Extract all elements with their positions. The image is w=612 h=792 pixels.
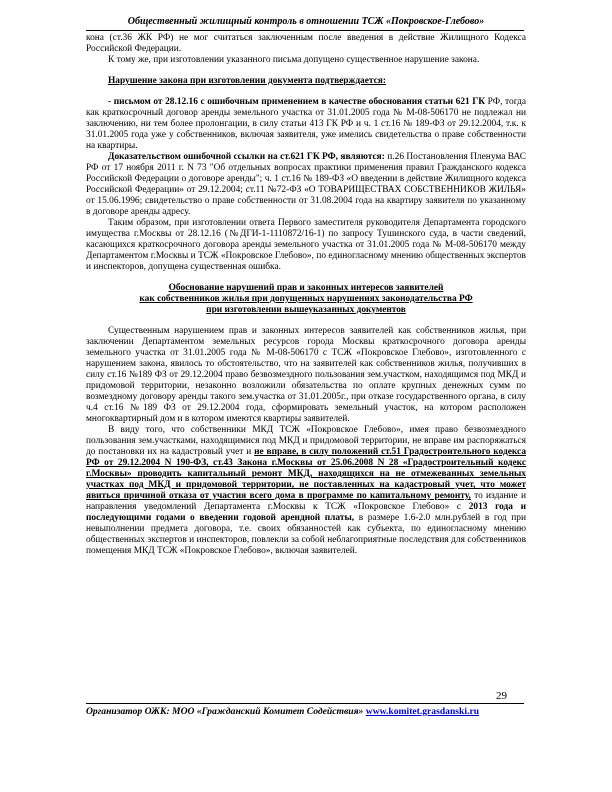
page-footer: [86, 706, 526, 717]
section-heading: при изготовлении вышеуказанных документов: [206, 305, 406, 315]
section-heading: Нарушение закона при изготовлении документа подтверждается:: [108, 76, 386, 86]
footer-rule: [86, 703, 524, 704]
paragraph-text: В виду того, что собственники МКД ТСЖ «Покровское Глебово», имея право безвозмездного пользования зем.участками, находящимися под МКД и придомовой территории, не вправе им распоряжаться до постановки их на кадастровый учет и: [86, 425, 526, 457]
header-rule: [86, 30, 524, 31]
paragraph-text: в размере 1.6-2.0 млн.рублей в год при невыполнении предмета договора, т.е. своих обязанностей как субъекта, по единогласному мнению общественных экспертов и инспекторов, повлекли за собой неблагоприятные последствия для собственников помещения МКД ТСЖ «Покровское Глебово», включая заявителей.: [86, 513, 526, 556]
paragraph: К тому же, при изготовлении указанного письма допущено существенное нарушение закона.: [108, 55, 480, 65]
footer-text: Организатор ОЖК: МОО «Гражданский Комитет Содействия»: [86, 706, 364, 717]
section-heading: Обоснование нарушений прав и законных интересов заявителей: [168, 283, 444, 293]
paragraph: [86, 97, 526, 152]
page-number: 29: [496, 690, 507, 702]
paragraph-text: п.26 Постановления Пленума ВАС РФ от 17 ноября 2011 г. N 73 "Об отдельных вопросах практики применения правил Гражданского кодекса Российской Федерации о договоре аренды"; ч. 1 ст.16 № 189-ФЗ «О введении в действие Жилищного кодекса Российской Федерации» от 29.12.2004; ст.11 №72-ФЗ «О ТОВАРИЩЕСТВАХ СОБСТВЕННИКОВ ЖИЛЬЯ» от 15.06.1996; свидетельство о праве собственности от 31.08.2004 года на квартиру заявителя по указанному в договоре аренды адресу.: [86, 152, 527, 217]
footer-link[interactable]: www.komitet.grasdanski.ru: [365, 706, 480, 717]
bold-lead: Доказательством ошибочной ссылки на ст.621 ГК РФ, являются:: [108, 152, 385, 162]
section-heading: как собственников жилья при допущенных нарушениях законодательства РФ: [139, 294, 473, 304]
paragraph: Существенным нарушением прав и законных интересов заявителей как собственников жилья, при заключении Департаментом земельных ресурсов города Москвы краткосрочного договора аренды земельного участка от 31.01.2005 года № М-08-506170 с ТСЖ «Покровское Глебово», изготовленного с нарушением закона, явилось то обстоятельство, что на заявителей как собственников жилья, получивших в силу ст.16 №189 ФЗ от 29.12.2004 право безвозмездного пользования зем.участком, находящимся под МКД и придомовой территории, незаконно возложили обязательства по оплате крупных денежных сумм по возмездному договору аренды такого зем.участка от 31.01.2005г., при отказе государственного органа, в силу ч.4 ст.16 №189 ФЗ от 29.12.2004 года, сформировать земельный участок, на котором расположен многоквартирный дом и в котором имеются квартиры заявителей.: [86, 326, 526, 424]
paragraph-text: то издание и направления уведомлений Департамента г.Москвы к ТСЖ «Покровское Глебово» с: [86, 491, 526, 512]
running-header: Общественный жилищный контроль в отношении ТСЖ «Покровское-Глебово»: [127, 16, 485, 27]
paragraph-text: РФ, тогда как краткосрочный договор аренды земельного участка от 31.01.2005 года № М-08-506170 не подлежал ни заключению, ни тем более пролонгации, в силу статьи 413 ГК РФ и ч. 1 ст.16 № 189-ФЗ от 29.12.2004, т.к. к 31.01.2005 года уже у собственников, включая заявителя, уже имелись свидетельства о праве собственности на квартиры.: [86, 97, 527, 151]
document-body: [86, 33, 526, 557]
bold-text: 2013 года и последующими годами о введении годовой арендной платы,: [86, 502, 526, 523]
emphasized-text: не вправе, в силу положений ст.51 Градостроительного кодекса РФ от 29.12.2004 N 190-ФЗ, ст.43 Закона г.Москвы от 25.06.2008 N 28 «Градостроительный кодекс г.Москвы» проводить капитальный ремонт МКД, находящихся на не отмежеванных земельных участках под МКД и придомовой территории, не поставленных на кадастровый учет, что может явиться причиной отказа от участия всего дома в программе по капитальному ремонту,: [86, 447, 527, 501]
paragraph: [86, 425, 526, 557]
paragraph: кона (ст.36 ЖК РФ) не мог считаться заключенным после введения в действие Жилищного Кодекса Российской Федерации.: [86, 33, 526, 54]
bold-lead: - письмом от 28.12.16 с ошибочным применением в качестве обоснования статьи 621 ГК: [108, 97, 486, 107]
paragraph: Таким образом, при изготовлении ответа Первого заместителя руководителя Департамента городского имущества г.Москвы от 28.12.16 (№ДГИ-1-1110872/16-1) по запросу Тушинского суда, в части сведений, касающихся краткосрочного договора аренды земельного участка от 31.01.2005 года № М-08-506170 между Департаментом г.Москвы и ТСЖ «Покровское Глебово», по единогласному мнению общественных экспертов и инспекторов, допущена существенная ошибка.: [86, 218, 526, 272]
paragraph: [86, 152, 526, 218]
